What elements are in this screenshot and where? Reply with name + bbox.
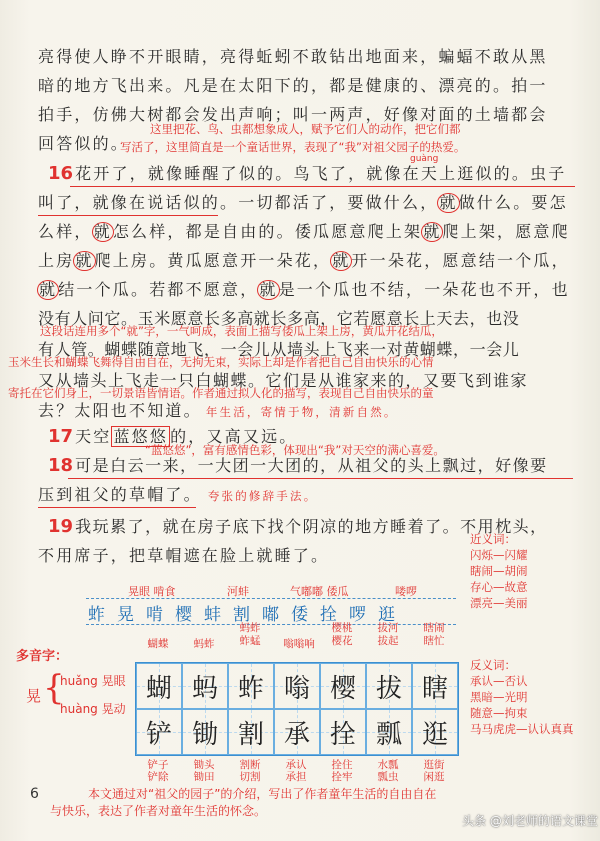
- circled-jiu: 就: [332, 251, 351, 270]
- annotation: 写活了，这里简直是一个童话世界，表现了“我”对祖父园子的热爱。: [120, 140, 466, 154]
- brace-icon: {: [43, 668, 65, 708]
- grid-bottom-word: 割断: [239, 759, 261, 771]
- word-note: 气嘟嘟 倭瓜: [290, 585, 349, 598]
- polyphone-reading: huǎng 晃眼: [60, 674, 126, 688]
- underline: [70, 186, 575, 187]
- paragraph-16-line: 16 花开了，就像睡醒了似的。鸟飞了，就像在天上逛似的。虫子: [48, 163, 567, 184]
- grid-cell: 樱: [320, 663, 366, 709]
- paragraph-number: 19: [48, 516, 74, 537]
- annotation: 玉米生长和蝴蝶飞舞得自由自在，无拘无束，实际上却是作者把自己自由快乐的心情: [8, 355, 434, 369]
- grid-cell: 蚱: [228, 663, 274, 709]
- boxed-word: 蓝悠悠: [113, 427, 169, 446]
- annotation: 夸张的修辞手法。: [207, 489, 318, 503]
- grid-bottom-word: 拴牢: [331, 771, 353, 783]
- text-line: 回答似的。: [38, 134, 130, 153]
- antonym-item: 马马虎虎—认认真真: [470, 722, 574, 736]
- pinyin-guang: guàng: [410, 154, 439, 164]
- grid-top-word: 瞎忙: [423, 635, 445, 647]
- dashed-line: [86, 598, 456, 599]
- grid-top-word: 瞎闹: [423, 622, 445, 634]
- word-note: 河蚌: [227, 585, 249, 598]
- grid-bottom-word: 拴住: [331, 759, 353, 771]
- circled-jiu: 就: [423, 222, 442, 241]
- grid-bottom-word: 逛街: [423, 759, 445, 771]
- grid-cell: 割: [228, 709, 274, 755]
- grid-bottom-word: 锄田: [193, 771, 215, 783]
- grid-cell: 蚂: [182, 663, 228, 709]
- synonyms-title: 近义词：: [470, 532, 516, 546]
- grid-cell: 铲: [136, 709, 182, 755]
- grid-cell: 承: [274, 709, 320, 755]
- paragraph-17-line: 17 天空 蓝悠悠 的，又高又远。: [48, 426, 298, 447]
- grid-top-word: 嗡嗡响: [283, 638, 315, 650]
- summary-line: 本文通过对“祖父的园子”的介绍，写出了作者童年生活的自由自在: [88, 787, 437, 801]
- antonym-item: 随意—拘束: [470, 706, 528, 720]
- grid-top-word: 樱桃: [331, 622, 353, 634]
- text-line: 亮得使人睁不开眼睛，亮得蚯蚓不敢钻出地面来，蝙蝠不敢从黑: [38, 47, 548, 66]
- text-line: 不用席子，把草帽遮在脸上就睡了。: [38, 546, 330, 565]
- grid-cell: 逛: [412, 709, 458, 755]
- synonym-item: 存心—故意: [470, 580, 528, 594]
- grid-top-word: 蚱蜢: [239, 635, 261, 647]
- text-line: 就结一个瓜。若都不愿意，就是一个瓜也不结，一朵花也不开，也: [39, 280, 570, 299]
- circled-jiu: 就: [75, 251, 94, 270]
- text-line: 么样，就怎么样，都是自由的。倭瓜愿意爬上架就爬上架，愿意爬: [38, 222, 570, 241]
- antonyms-title: 反义词：: [470, 658, 516, 672]
- underline: [68, 478, 573, 479]
- circled-jiu: 就: [39, 280, 58, 299]
- grid-cell: 蝴: [136, 663, 182, 709]
- polyphone-char: 晃: [26, 687, 42, 705]
- synonym-item: 瞎闹—胡闹: [470, 564, 528, 578]
- paragraph-number: 18: [48, 455, 74, 476]
- polyphone-reading: huàng 晃动: [60, 702, 126, 716]
- grid-bottom-word: 瓢虫: [377, 771, 399, 783]
- grid-bottom-word: 铲子: [147, 759, 169, 771]
- vocab-row: 蚱晃啃樱蚌割嘟倭拴啰逛: [88, 605, 407, 625]
- text-line: 去？太阳也不知道。 年生活，寄情于物，清新自然。: [38, 401, 398, 420]
- text-line: 叫了，就像在说话似的。一切都活了，要做什么，就做什么。要怎: [38, 193, 568, 212]
- text-line: 又从墙头上飞走一只白蝴蝶。它们是从谁家来的，又要飞到谁家: [38, 371, 529, 390]
- text-line: 有人管。蝴蝶随意地飞，一会儿从墙头上飞来一对黄蝴蝶，一会儿: [38, 340, 520, 359]
- grid-top-word: 蝴蝶: [147, 638, 169, 650]
- grid-bottom-word: 承担: [285, 771, 307, 783]
- grid-bottom-word: 承认: [285, 759, 307, 771]
- annotation: 这段话连用多个“就”字，一气呵成，表面上描写倭瓜上架上房，黄瓜开花结瓜，: [40, 324, 443, 338]
- grid-cell: 拔: [366, 663, 412, 709]
- text-line: 上房就爬上房。黄瓜愿意开一朵花，就开一朵花，愿意结一个瓜，: [38, 251, 570, 270]
- grid-top-word: 樱花: [331, 635, 353, 647]
- circled-jiu: 就: [439, 193, 458, 212]
- synonym-item: 漂亮—美丽: [470, 596, 528, 610]
- paragraph-number: 17: [48, 426, 74, 447]
- underline: [38, 215, 218, 216]
- grid-bottom-word: 切割: [239, 771, 261, 783]
- word-note: 晃眼 啃食: [128, 585, 176, 598]
- annotation: 这里把花、鸟、虫都想象成人，赋予它们人的动作，把它们都: [150, 122, 461, 136]
- character-grid: [135, 662, 459, 756]
- grid-bottom-word: 铲除: [147, 771, 169, 783]
- grid-cell: 锄: [182, 709, 228, 755]
- polyphone-title: 多音字：: [16, 649, 69, 664]
- word-note: 喽啰: [395, 585, 417, 598]
- annotation: 年生活，寄情于物，清新自然。: [205, 405, 398, 419]
- antonym-item: 承认—否认: [470, 674, 528, 688]
- text-line: 没有人问它。玉米愿意长多高就长多高，它若愿意长上天去，也没: [38, 309, 520, 328]
- grid-top-word: 拔起: [377, 635, 399, 647]
- grid-cell: 拴: [320, 709, 366, 755]
- grid-cell: 瞎: [412, 663, 458, 709]
- paragraph-19-line: 19 我玩累了，就在房子底下找个阴凉的地方睡着了。不用枕头，: [48, 516, 548, 537]
- synonym-item: 闪烁—闪耀: [470, 548, 528, 562]
- grid-top-word: 蚂蚱: [239, 622, 261, 634]
- underline: [38, 507, 196, 508]
- summary-line: 与快乐，表达了作者对童年生活的怀念。: [50, 804, 267, 818]
- watermark: 头条 @刘老师的语文课堂: [462, 814, 598, 828]
- grid-bottom-word: 水瓢: [377, 759, 399, 771]
- grid-bottom-word: 锄头: [193, 759, 215, 771]
- page-number: 6: [30, 786, 39, 802]
- text-line: 暗的地方飞出来。凡是在太阳下的，都是健康的、漂亮的。拍一: [38, 76, 548, 95]
- text-line: 压到祖父的草帽了。 夸张的修辞手法。: [38, 485, 318, 504]
- annotation: 寄托在它们身上，一切景语皆情语。作者通过拟人化的描写，表现自己自由快乐的童: [8, 386, 434, 400]
- grid-cell: 瓢: [366, 709, 412, 755]
- circled-jiu: 就: [93, 222, 112, 241]
- grid-top-word: 拔河: [377, 622, 399, 634]
- antonym-item: 黑暗—光明: [470, 690, 528, 704]
- grid-bottom-word: 闲逛: [423, 771, 445, 783]
- annotation: “蓝悠悠”，富有感情色彩，体现出“我”对天空的满心喜爱。: [145, 443, 445, 457]
- grid-cell: 嗡: [274, 663, 320, 709]
- text-line: 拍手，仿佛大树都会发出声响；叫一两声，好像对面的土墙都会: [38, 105, 548, 124]
- circled-jiu: 就: [259, 280, 278, 299]
- paragraph-number: 16: [48, 163, 74, 184]
- grid-top-word: 蚂蚱: [193, 638, 215, 650]
- paragraph-18-line: 18 可是白云一来，一大团一大团的，从祖父的头上飘过，好像要: [48, 455, 548, 476]
